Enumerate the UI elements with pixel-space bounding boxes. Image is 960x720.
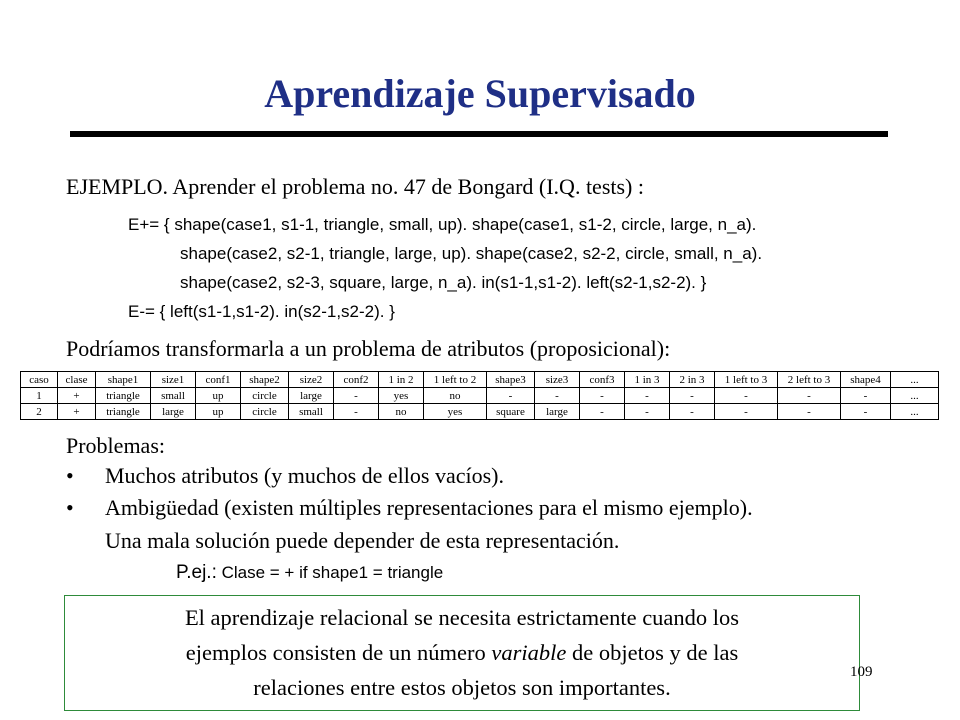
- table-cell: yes: [424, 404, 487, 420]
- table-header-cell: conf1: [196, 372, 241, 388]
- table-header-cell: shape3: [487, 372, 535, 388]
- table-cell: no: [424, 388, 487, 404]
- problems-heading: Problemas:: [66, 433, 165, 458]
- table-cell: up: [196, 388, 241, 404]
- table-cell: -: [841, 388, 891, 404]
- table-cell: no: [379, 404, 424, 420]
- callout-line-2-end: de objetos y de las: [566, 640, 739, 665]
- callout-variable-word: variable: [491, 640, 567, 665]
- table-cell: -: [841, 404, 891, 420]
- table-header-cell: shape4: [841, 372, 891, 388]
- bullet-1: •: [66, 463, 74, 488]
- intro-text: EJEMPLO. Aprender el problema no. 47 de Bongard (I.Q. tests) :: [66, 174, 644, 199]
- table-cell: -: [715, 388, 778, 404]
- table-cell: yes: [379, 388, 424, 404]
- example-prefix: P.ej.:: [176, 562, 217, 583]
- problem-item-1: Muchos atributos (y muchos de ellos vacíos).: [105, 463, 504, 488]
- table-cell: ...: [891, 404, 939, 420]
- page-number: 109: [850, 664, 873, 680]
- table-cell: 1: [21, 388, 58, 404]
- table-cell: -: [670, 404, 715, 420]
- table-cell: ...: [891, 388, 939, 404]
- table-header-cell: 2 left to 3: [778, 372, 841, 388]
- table-cell: circle: [241, 388, 289, 404]
- table-header-cell: shape2: [241, 372, 289, 388]
- relational-learning-callout: [64, 595, 860, 711]
- table-cell: -: [778, 388, 841, 404]
- table-header-cell: caso: [21, 372, 58, 388]
- table-cell: -: [334, 404, 379, 420]
- table-cell: large: [535, 404, 580, 420]
- callout-line-3: relaciones entre estos objetos son importantes.: [253, 675, 671, 700]
- table-header-cell: 1 in 3: [625, 372, 670, 388]
- table-cell: large: [289, 388, 334, 404]
- table-cell: -: [535, 388, 580, 404]
- table-cell: square: [487, 404, 535, 420]
- example-rule-text: Clase = + if shape1 = triangle: [216, 563, 444, 582]
- table-cell: -: [715, 404, 778, 420]
- table-header-cell: shape1: [96, 372, 151, 388]
- table-cell: -: [580, 404, 625, 420]
- table-header-row: [21, 372, 939, 388]
- bullet-2: •: [66, 495, 74, 520]
- table-header-cell: conf3: [580, 372, 625, 388]
- table-header-cell: 2 in 3: [670, 372, 715, 388]
- table-header-cell: size1: [151, 372, 196, 388]
- problem-item-2-line-1: Ambigüedad (existen múltiples representaciones para el mismo ejemplo).: [105, 495, 753, 520]
- callout-line-2: [65, 635, 859, 670]
- e-minus-line: E-= { left(s1-1,s1-2). in(s2-1,s2-2). }: [128, 302, 395, 321]
- table-cell: large: [151, 404, 196, 420]
- e-plus-line-2: shape(case2, s2-1, triangle, large, up). shape(case2, s2-2, circle, small, n_a).: [180, 244, 763, 263]
- table-cell: small: [151, 388, 196, 404]
- table-cell: -: [625, 388, 670, 404]
- table-header-cell: ...: [891, 372, 939, 388]
- attribute-table: [20, 371, 939, 420]
- e-plus-line-1: E+= { shape(case1, s1-1, triangle, small, up). shape(case1, s1-2, circle, large, n_a).: [128, 215, 757, 234]
- table-cell: small: [289, 404, 334, 420]
- table-cell: -: [670, 388, 715, 404]
- table-cell: +: [58, 388, 96, 404]
- problem-item-2-line-2: Una mala solución puede depender de esta representación.: [105, 528, 620, 553]
- table-header-cell: 1 in 2: [379, 372, 424, 388]
- transform-text: Podríamos transformarla a un problema de atributos (proposicional):: [66, 336, 671, 361]
- table-header-cell: 1 left to 2: [424, 372, 487, 388]
- table-cell: -: [334, 388, 379, 404]
- table-cell: triangle: [96, 388, 151, 404]
- slide-title: Aprendizaje Supervisado: [264, 71, 696, 116]
- table-header-cell: clase: [58, 372, 96, 388]
- table-cell: up: [196, 404, 241, 420]
- table-cell: -: [580, 388, 625, 404]
- table-cell: -: [625, 404, 670, 420]
- callout-line-2-start: ejemplos consisten de un número: [185, 640, 492, 665]
- table-header-cell: 1 left to 3: [715, 372, 778, 388]
- table-header-cell: conf2: [334, 372, 379, 388]
- table-cell: 2: [21, 404, 58, 420]
- example-rule: [176, 562, 443, 584]
- callout-line-1: El aprendizaje relacional se necesita estrictamente cuando los: [184, 605, 740, 630]
- e-plus-line-3: shape(case2, s2-3, square, large, n_a). in(s1-1,s1-2). left(s2-1,s2-2). }: [180, 273, 707, 292]
- table-cell: circle: [241, 404, 289, 420]
- table-row: [21, 388, 939, 404]
- title-underline: [70, 131, 888, 137]
- table-cell: -: [487, 388, 535, 404]
- table-row: [21, 404, 939, 420]
- table-header-cell: size3: [535, 372, 580, 388]
- table-cell: triangle: [96, 404, 151, 420]
- table-header-cell: size2: [289, 372, 334, 388]
- table-cell: -: [778, 404, 841, 420]
- table-cell: +: [58, 404, 96, 420]
